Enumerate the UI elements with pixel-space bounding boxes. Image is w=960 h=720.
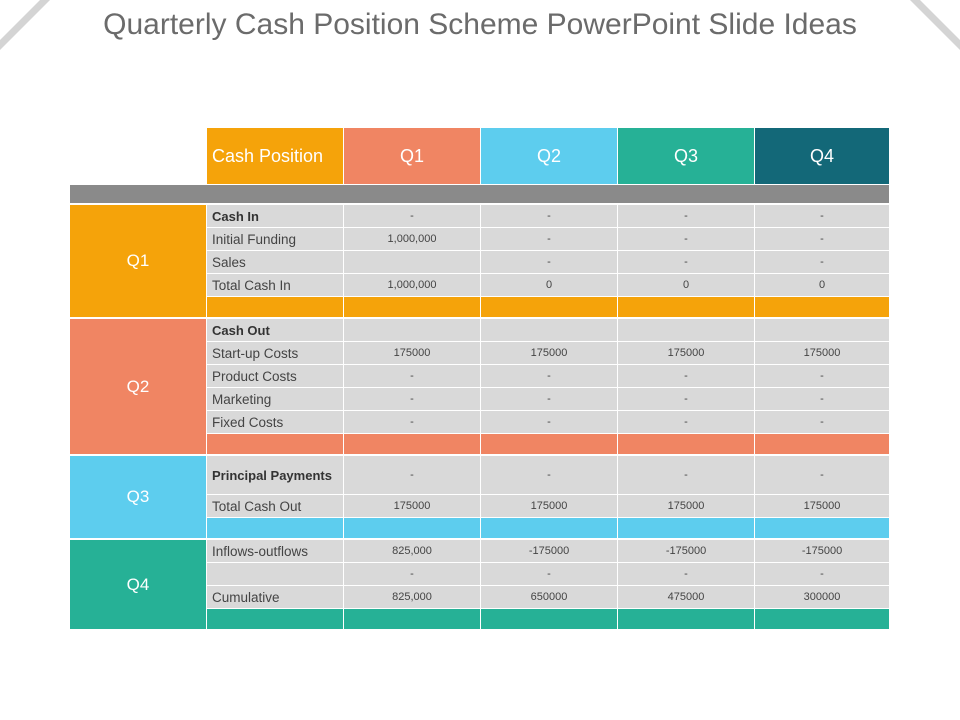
table-cell: -: [344, 411, 480, 433]
slide-title: Quarterly Cash Position Scheme PowerPoint Slide Ideas: [103, 8, 857, 41]
table-cell: 825,000: [344, 540, 480, 562]
section-band-3: [207, 518, 343, 538]
row-label: Product Costs: [207, 365, 343, 387]
table-cell: -: [481, 563, 617, 585]
row-label: Fixed Costs: [207, 411, 343, 433]
table-cell: -: [618, 563, 754, 585]
table-cell: -: [755, 456, 889, 494]
section-band-4: [618, 609, 754, 629]
section-band-4: [344, 609, 480, 629]
row-label: Sales: [207, 251, 343, 273]
table-cell: -: [755, 365, 889, 387]
table-cell: -: [481, 411, 617, 433]
row-label: Principal Payments: [207, 456, 343, 494]
row-label: Start-up Costs: [207, 342, 343, 364]
table-cell: -: [618, 205, 754, 227]
table-cell: 475000: [618, 586, 754, 608]
section-label-q4: Q4: [70, 540, 206, 629]
table-cell: 175000: [618, 342, 754, 364]
table-cell: -: [618, 251, 754, 273]
section-band-3: [618, 518, 754, 538]
table-cell: 650000: [481, 586, 617, 608]
table-cell: -: [481, 205, 617, 227]
table-cell: 175000: [618, 495, 754, 517]
table-cell: -: [755, 411, 889, 433]
table-cell: -: [344, 205, 480, 227]
table-cell: -: [755, 205, 889, 227]
table-cell: -: [481, 388, 617, 410]
table-cell: [344, 251, 480, 273]
section-band-1: [344, 297, 480, 317]
table-cell: -: [618, 365, 754, 387]
header-quarter-q2: Q2: [481, 128, 617, 184]
section-band-3: [755, 518, 889, 538]
section-band-3: [481, 518, 617, 538]
table-cell: 175000: [481, 495, 617, 517]
header-quarter-q4: Q4: [755, 128, 889, 184]
row-label: Total Cash In: [207, 274, 343, 296]
row-label: Cumulative: [207, 586, 343, 608]
section-band-4: [755, 609, 889, 629]
table-cell: 300000: [755, 586, 889, 608]
table-cell: -: [755, 251, 889, 273]
header-divider-bar: [70, 185, 889, 203]
table-cell: -: [755, 388, 889, 410]
table-cell: 0: [618, 274, 754, 296]
table-cell: -: [618, 411, 754, 433]
table-cell: 1,000,000: [344, 274, 480, 296]
table-cell: [481, 319, 617, 341]
table-cell: 0: [481, 274, 617, 296]
section-band-2: [755, 434, 889, 454]
table-cell: -: [481, 365, 617, 387]
table-cell: 825,000: [344, 586, 480, 608]
section-band-1: [207, 297, 343, 317]
section-label-q2: Q2: [70, 319, 206, 454]
table-cell: -175000: [618, 540, 754, 562]
table-cell: -: [344, 456, 480, 494]
row-label: Cash In: [207, 205, 343, 227]
table-cell: -: [481, 228, 617, 250]
row-label: Cash Out: [207, 319, 343, 341]
section-label-q1: Q1: [70, 205, 206, 317]
table-cell: 1,000,000: [344, 228, 480, 250]
table-cell: -: [344, 365, 480, 387]
table-cell: -: [618, 228, 754, 250]
table-cell: -: [618, 388, 754, 410]
section-band-2: [481, 434, 617, 454]
table-cell: [755, 319, 889, 341]
header-quarter-q1: Q1: [344, 128, 480, 184]
table-cell: 175000: [481, 342, 617, 364]
section-band-4: [481, 609, 617, 629]
section-band-1: [481, 297, 617, 317]
table-cell: -: [481, 456, 617, 494]
section-band-2: [618, 434, 754, 454]
row-label: Marketing: [207, 388, 343, 410]
section-band-4: [207, 609, 343, 629]
row-label: [207, 563, 343, 585]
table-cell: 175000: [755, 342, 889, 364]
table-cell: -: [344, 563, 480, 585]
section-band-2: [344, 434, 480, 454]
table-cell: 175000: [344, 342, 480, 364]
header-quarter-q3: Q3: [618, 128, 754, 184]
header-cash-position: Cash Position: [207, 128, 343, 184]
row-label: Inflows-outflows: [207, 540, 343, 562]
table-cell: [618, 319, 754, 341]
section-label-q3: Q3: [70, 456, 206, 538]
table-cell: -: [618, 456, 754, 494]
table-cell: 175000: [755, 495, 889, 517]
table-cell: -: [344, 388, 480, 410]
row-label: Total Cash Out: [207, 495, 343, 517]
section-band-2: [207, 434, 343, 454]
table-cell: 0: [755, 274, 889, 296]
section-band-1: [755, 297, 889, 317]
table-cell: [344, 319, 480, 341]
table-cell: -: [755, 563, 889, 585]
table-cell: 175000: [344, 495, 480, 517]
table-cell: -: [755, 228, 889, 250]
table-cell: -175000: [755, 540, 889, 562]
table-cell: -175000: [481, 540, 617, 562]
table-cell: -: [481, 251, 617, 273]
section-band-1: [618, 297, 754, 317]
section-band-3: [344, 518, 480, 538]
row-label: Initial Funding: [207, 228, 343, 250]
